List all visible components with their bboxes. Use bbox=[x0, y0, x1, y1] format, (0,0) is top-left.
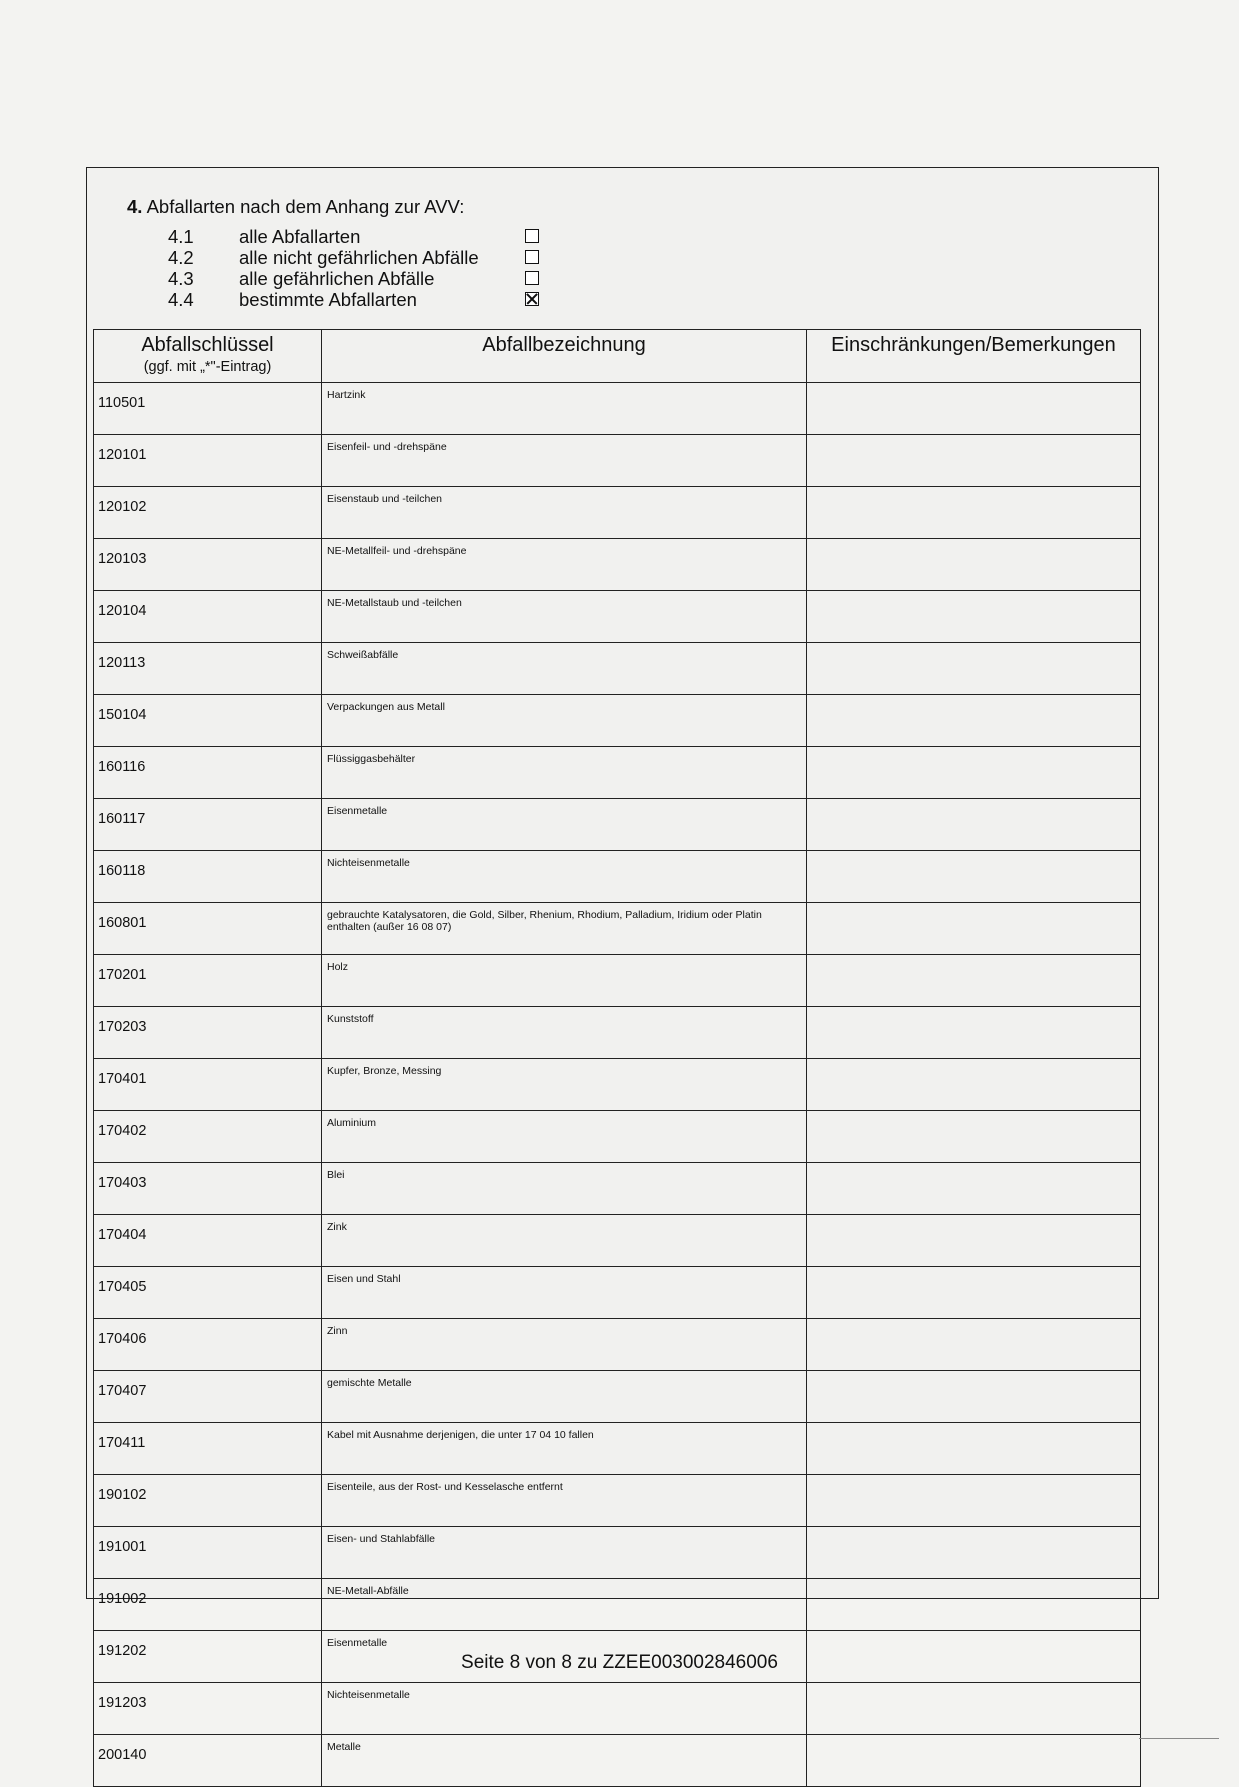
waste-code-cell: 170401 bbox=[94, 1059, 322, 1111]
remarks-cell[interactable] bbox=[807, 539, 1141, 591]
waste-description-cell: Kabel mit Ausnahme derjenigen, die unter 17 04 10 fallen bbox=[322, 1423, 807, 1475]
remarks-cell[interactable] bbox=[807, 1111, 1141, 1163]
table-row bbox=[94, 799, 1141, 851]
table-row bbox=[94, 1735, 1141, 1787]
remarks-cell[interactable] bbox=[807, 1163, 1141, 1215]
option-list bbox=[168, 226, 548, 310]
table-row bbox=[94, 1319, 1141, 1371]
waste-code-cell: 191202 bbox=[94, 1631, 322, 1683]
remarks-cell[interactable] bbox=[807, 1059, 1141, 1111]
waste-description-cell: Zink bbox=[322, 1215, 807, 1267]
waste-description-cell: Eisen und Stahl bbox=[322, 1267, 807, 1319]
waste-code-cell: 120113 bbox=[94, 643, 322, 695]
table-row bbox=[94, 383, 1141, 435]
waste-code-cell: 191203 bbox=[94, 1683, 322, 1735]
waste-code-cell: 170407 bbox=[94, 1371, 322, 1423]
remarks-cell[interactable] bbox=[807, 1319, 1141, 1371]
waste-code-cell: 160801 bbox=[94, 903, 322, 955]
header-remarks: Einschränkungen/Bemerkungen bbox=[807, 330, 1141, 383]
option-checkbox[interactable] bbox=[525, 271, 539, 285]
waste-description-cell: Holz bbox=[322, 955, 807, 1007]
waste-description-cell: Schweißabfälle bbox=[322, 643, 807, 695]
remarks-cell[interactable] bbox=[807, 1475, 1141, 1527]
table-row bbox=[94, 643, 1141, 695]
table-row bbox=[94, 1527, 1141, 1579]
waste-code-cell: 170411 bbox=[94, 1423, 322, 1475]
table-row bbox=[94, 1267, 1141, 1319]
waste-code-cell: 170402 bbox=[94, 1111, 322, 1163]
waste-description-cell: Eisenmetalle bbox=[322, 1631, 807, 1683]
waste-description-cell: Nichteisenmetalle bbox=[322, 851, 807, 903]
header-code-label: Abfallschlüssel bbox=[141, 334, 274, 356]
remarks-cell[interactable] bbox=[807, 695, 1141, 747]
waste-code-cell: 150104 bbox=[94, 695, 322, 747]
remarks-cell[interactable] bbox=[807, 1683, 1141, 1735]
option-number: 4.1 bbox=[168, 226, 194, 247]
table-row bbox=[94, 435, 1141, 487]
header-code bbox=[94, 330, 322, 383]
waste-code-cell: 110501 bbox=[94, 383, 322, 435]
remarks-cell[interactable] bbox=[807, 903, 1141, 955]
waste-description-cell: gemischte Metalle bbox=[322, 1371, 807, 1423]
remarks-cell[interactable] bbox=[807, 955, 1141, 1007]
waste-description-cell: Eisen- und Stahlabfälle bbox=[322, 1527, 807, 1579]
waste-description-cell: Kupfer, Bronze, Messing bbox=[322, 1059, 807, 1111]
remarks-cell[interactable] bbox=[807, 1423, 1141, 1475]
table-header-row bbox=[94, 330, 1141, 383]
table-row bbox=[94, 903, 1141, 955]
table-row bbox=[94, 1007, 1141, 1059]
option-number: 4.4 bbox=[168, 289, 194, 310]
waste-description-cell: gebrauchte Katalysatoren, die Gold, Silber, Rhenium, Rhodium, Palladium, Iridium oder Platin enthalten (außer 16 08 07) bbox=[322, 903, 807, 955]
table-row bbox=[94, 695, 1141, 747]
page-footer: Seite 8 von 8 zu ZZEE003002846006 bbox=[461, 1652, 778, 1673]
waste-description-cell: Eisenteile, aus der Rost- und Kesselasche entfernt bbox=[322, 1475, 807, 1527]
remarks-cell[interactable] bbox=[807, 1527, 1141, 1579]
option-label: bestimmte Abfallarten bbox=[239, 289, 417, 310]
remarks-cell[interactable] bbox=[807, 1371, 1141, 1423]
remarks-cell[interactable] bbox=[807, 747, 1141, 799]
section-number: 4. bbox=[127, 196, 143, 217]
waste-code-cell: 170405 bbox=[94, 1267, 322, 1319]
waste-code-cell: 160117 bbox=[94, 799, 322, 851]
table-row bbox=[94, 1475, 1141, 1527]
remarks-cell[interactable] bbox=[807, 591, 1141, 643]
waste-description-cell: Nichteisenmetalle bbox=[322, 1683, 807, 1735]
waste-code-cell: 120103 bbox=[94, 539, 322, 591]
waste-description-cell: Eisenfeil- und -drehspäne bbox=[322, 435, 807, 487]
table-row bbox=[94, 851, 1141, 903]
option-4-2 bbox=[168, 247, 548, 268]
waste-description-cell: Aluminium bbox=[322, 1111, 807, 1163]
remarks-cell[interactable] bbox=[807, 851, 1141, 903]
table-row bbox=[94, 955, 1141, 1007]
waste-code-cell: 120104 bbox=[94, 591, 322, 643]
section-heading bbox=[127, 196, 464, 218]
waste-code-cell: 191001 bbox=[94, 1527, 322, 1579]
remarks-cell[interactable] bbox=[807, 643, 1141, 695]
waste-code-cell: 170203 bbox=[94, 1007, 322, 1059]
waste-description-cell: Hartzink bbox=[322, 383, 807, 435]
corner-mark bbox=[1139, 1738, 1219, 1739]
waste-description-cell: NE-Metall-Abfälle bbox=[322, 1579, 807, 1631]
table-row bbox=[94, 487, 1141, 539]
option-label: alle gefährlichen Abfälle bbox=[239, 268, 435, 289]
option-label: alle Abfallarten bbox=[239, 226, 361, 247]
waste-code-cell: 170404 bbox=[94, 1215, 322, 1267]
waste-description-cell: NE-Metallstaub und -teilchen bbox=[322, 591, 807, 643]
table-row bbox=[94, 1111, 1141, 1163]
remarks-cell[interactable] bbox=[807, 1007, 1141, 1059]
option-checkbox[interactable] bbox=[525, 229, 539, 243]
remarks-cell[interactable] bbox=[807, 1215, 1141, 1267]
option-4-3 bbox=[168, 268, 548, 289]
table-row bbox=[94, 1163, 1141, 1215]
header-code-sub: (ggf. mit „*"-Eintrag) bbox=[143, 359, 272, 375]
header-desc: Abfallbezeichnung bbox=[322, 330, 807, 383]
waste-description-cell: Metalle bbox=[322, 1735, 807, 1787]
waste-description-cell: Eisenstaub und -teilchen bbox=[322, 487, 807, 539]
option-checkbox[interactable] bbox=[525, 250, 539, 264]
table-row bbox=[94, 1371, 1141, 1423]
section-title: Abfallarten nach dem Anhang zur AVV: bbox=[146, 196, 465, 217]
table-row bbox=[94, 1215, 1141, 1267]
waste-description-cell: Blei bbox=[322, 1163, 807, 1215]
option-4-1 bbox=[168, 226, 548, 247]
waste-description-cell: Verpackungen aus Metall bbox=[322, 695, 807, 747]
table-row bbox=[94, 591, 1141, 643]
table-row bbox=[94, 747, 1141, 799]
option-number: 4.3 bbox=[168, 268, 194, 289]
waste-code-cell: 160116 bbox=[94, 747, 322, 799]
table-row bbox=[94, 1579, 1141, 1631]
remarks-cell[interactable] bbox=[807, 1267, 1141, 1319]
option-checkbox-checked[interactable] bbox=[525, 292, 539, 306]
waste-description-cell: Kunststoff bbox=[322, 1007, 807, 1059]
option-label: alle nicht gefährlichen Abfälle bbox=[239, 247, 479, 268]
waste-code-cell: 200140 bbox=[94, 1735, 322, 1787]
waste-code-cell: 170406 bbox=[94, 1319, 322, 1371]
table-row bbox=[94, 539, 1141, 591]
waste-code-cell: 120101 bbox=[94, 435, 322, 487]
waste-description-cell: Flüssiggasbehälter bbox=[322, 747, 807, 799]
option-number: 4.2 bbox=[168, 247, 194, 268]
waste-code-cell: 191002 bbox=[94, 1579, 322, 1631]
waste-description-cell: NE-Metallfeil- und -drehspäne bbox=[322, 539, 807, 591]
waste-code-cell: 160118 bbox=[94, 851, 322, 903]
option-4-4 bbox=[168, 289, 548, 310]
waste-code-cell: 120102 bbox=[94, 487, 322, 539]
waste-code-cell: 170403 bbox=[94, 1163, 322, 1215]
remarks-cell[interactable] bbox=[807, 487, 1141, 539]
remarks-cell[interactable] bbox=[807, 799, 1141, 851]
remarks-cell[interactable] bbox=[807, 435, 1141, 487]
waste-code-cell: 170201 bbox=[94, 955, 322, 1007]
remarks-cell[interactable] bbox=[807, 383, 1141, 435]
waste-code-cell: 190102 bbox=[94, 1475, 322, 1527]
table-row bbox=[94, 1683, 1141, 1735]
table-row bbox=[94, 1059, 1141, 1111]
waste-description-cell: Zinn bbox=[322, 1319, 807, 1371]
waste-table bbox=[93, 329, 1141, 1787]
remarks-cell[interactable] bbox=[807, 1735, 1141, 1787]
table-row bbox=[94, 1423, 1141, 1475]
remarks-cell[interactable] bbox=[807, 1579, 1141, 1631]
waste-description-cell: Eisenmetalle bbox=[322, 799, 807, 851]
